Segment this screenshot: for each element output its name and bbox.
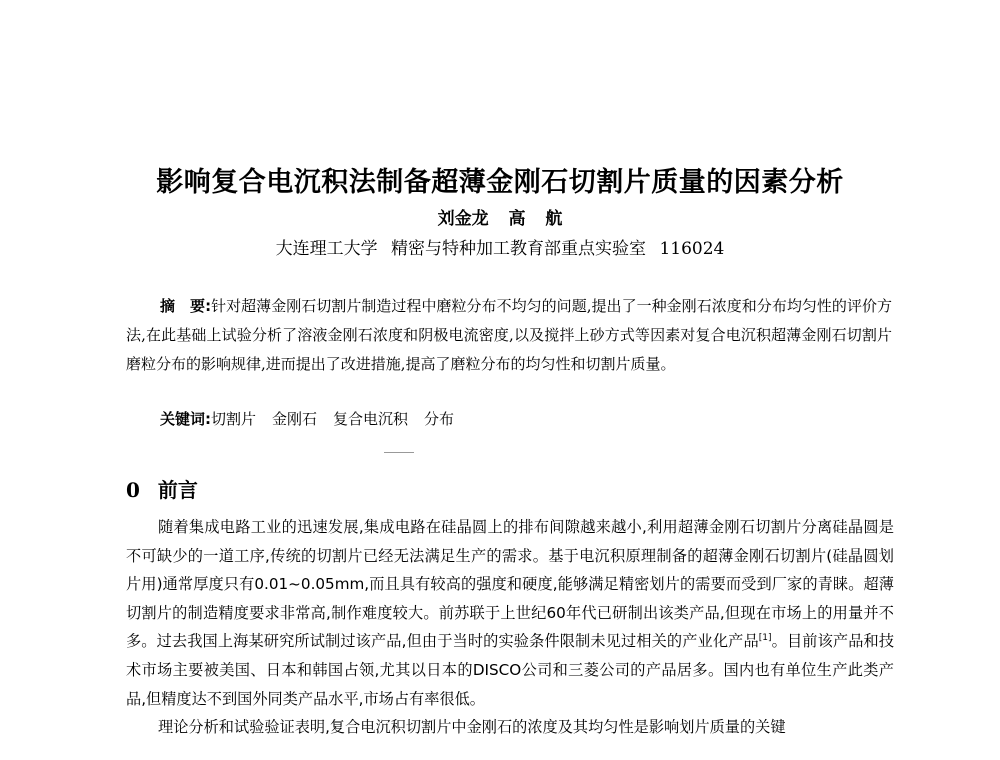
- abstract-text: 针对超薄金刚石切割片制造过程中磨粒分布不均匀的问题,提出了一种金刚石浓度和分布均匀性的评价方法,在此基础上试验分析了溶液金刚石浓度和阴极电流密度,以及搅拌上砂方式等因素对复合电沉积超薄金刚石切割片磨粒分布的影响规律,进而提出了改进措施,提高了磨粒分布的均匀性和切割片质量。: [126, 297, 892, 373]
- body-paragraph: [126, 513, 894, 713]
- body-paragraph: 理论分析和试验验证表明,复合电沉积切割片中金刚石的浓度及其均匀性是影响划片质量的关键: [158, 718, 786, 737]
- citation: [1]: [758, 633, 772, 644]
- divider: [384, 452, 414, 453]
- section-number: 0: [126, 478, 140, 502]
- paper-authors: 刘金龙 高 航: [437, 209, 563, 229]
- paper-affiliation: 大连理工大学 精密与特种加工教育部重点实验室 116024: [275, 239, 725, 259]
- keywords: [160, 408, 470, 429]
- body-text: [126, 513, 894, 742]
- keyword: 金刚石: [272, 410, 318, 428]
- paper-title: 影响复合电沉积法制备超薄金刚石切割片质量的因素分析: [156, 167, 844, 198]
- paragraph-text: 随着集成电路工业的迅速发展,集成电路在硅晶圆上的排布间隙越来越小,利用超薄金刚石切割片分离硅晶圆是不可缺少的一道工序,传统的切割片已经无法满足生产的需求。基于电沉积原理制备的超薄金刚石切割片(硅晶圆划片用)通常厚度只有0.01~0.05mm,而且具有较高的强度和硬度,能够满足精密划片的需要而受到厂家的青睐。超薄切割片的制造精度要求非常高,制作难度较大。前苏联于上世纪60年代已研制出该类产品,但现在市场上的用量并不多。过去我国上海某研究所试制过该产品,但由于当时的实验条件限制未见过相关的产业化产品: [126, 518, 894, 651]
- keyword: 切割片: [211, 410, 257, 428]
- keywords-label: 关键词:: [160, 410, 211, 428]
- keyword: 分布: [424, 410, 455, 428]
- abstract: [126, 292, 892, 379]
- keyword: 复合电沉积: [333, 410, 409, 428]
- section-heading: [126, 474, 198, 503]
- section-title: 前言: [157, 478, 198, 502]
- abstract-label: 摘 要:: [160, 297, 212, 315]
- paragraph-text: 。目前该产品和技术市场主要被美国、日本和韩国占领,尤其以日本的DISCO公司和三菱公司的产品居多。国内也有单位生产此类产品,但精度达不到国外同类产品水平,市场占有率很低。: [126, 632, 895, 708]
